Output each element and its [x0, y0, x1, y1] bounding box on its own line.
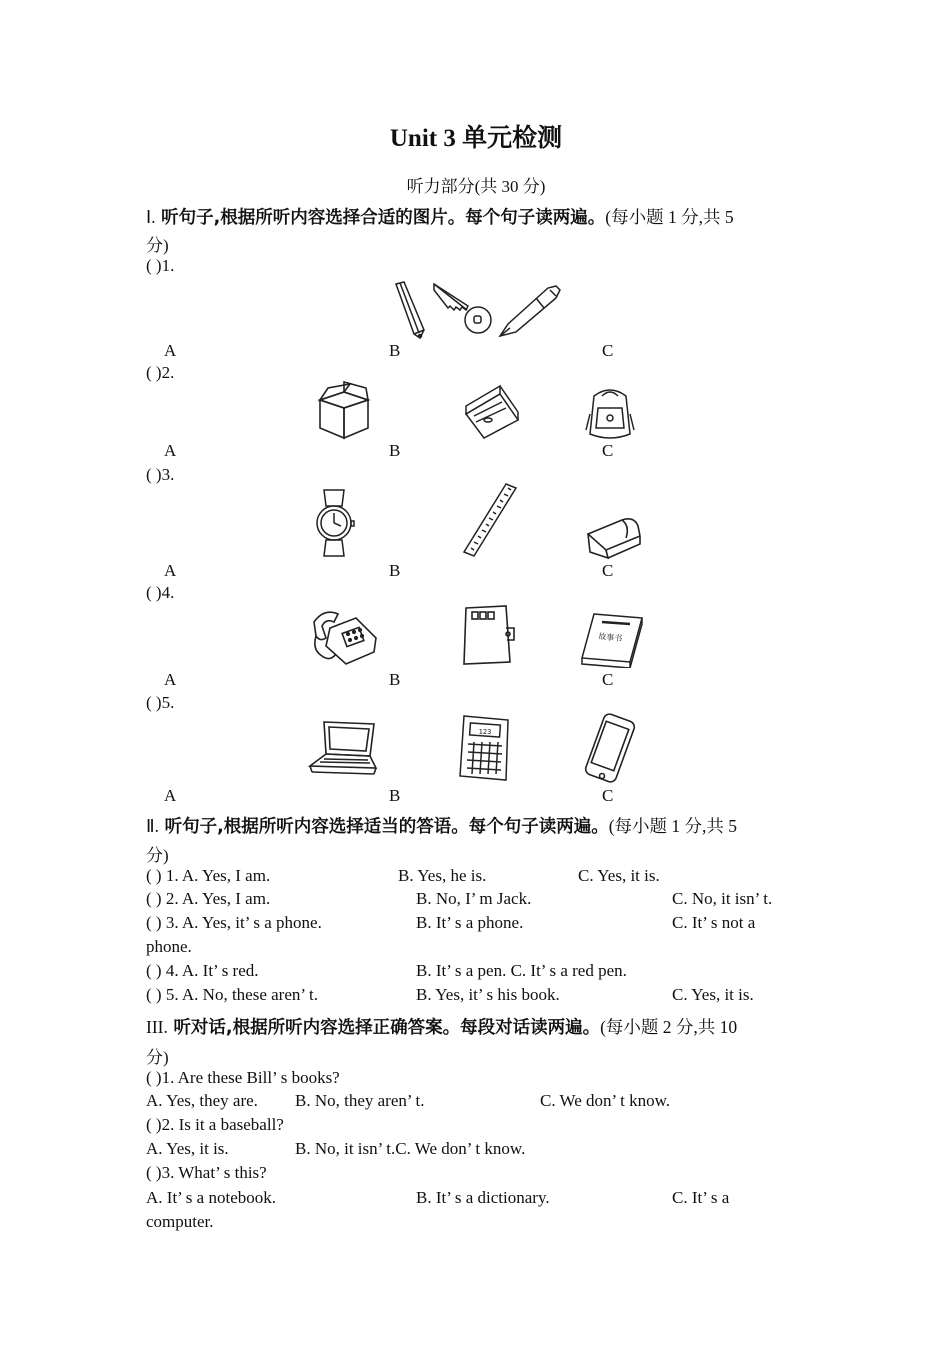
section-3-note: (每小题 2 分,共 10: [600, 1017, 738, 1037]
s3-item-1-question: ( )1. Are these Bill’ s books?: [146, 1068, 340, 1087]
question-2-label: ( )2.: [146, 363, 175, 382]
section-3-text: 听对话,根据所听内容选择正确答案。每段对话读两遍。: [173, 1018, 601, 1038]
section-3-instruction: [146, 1014, 737, 1039]
q5-option-b: B: [389, 786, 401, 805]
wallet-icon: [460, 604, 516, 666]
q3-option-c: C: [602, 561, 614, 580]
s2-item-1-option-c: C. Yes, it is.: [578, 866, 660, 885]
s2-item-4-question: ( ) 4. A. It’ s red.: [146, 961, 259, 980]
section-2-instruction: [146, 813, 737, 838]
q5-option-a: A: [164, 786, 177, 805]
s3-item-2-option-a: A. Yes, it is.: [146, 1139, 229, 1158]
s2-item-3-option-b: B. It’ s a phone.: [416, 913, 524, 932]
laptop-icon: [308, 718, 378, 780]
s3-item-3-option-a: A. It’ s a notebook.: [146, 1188, 276, 1207]
q2-option-b: B: [389, 441, 401, 460]
section-2-text: 听句子,根据所听内容选择适当的答语。每个句子读两遍。: [164, 817, 609, 837]
listening-header: 听力部分(共 30 分): [406, 177, 546, 196]
s3-item-2-options: B. No, it isn’ t.C. We don’ t know.: [295, 1139, 526, 1158]
question-3-label: ( )3.: [146, 465, 175, 484]
q3-option-a: A: [164, 561, 177, 580]
calculator-icon: [458, 714, 514, 782]
s2-item-2-question: ( ) 2. A. Yes, I am.: [146, 889, 271, 908]
ruler-icon: [462, 482, 518, 558]
question-1-label: ( )1.: [146, 256, 175, 275]
s2-item-5-option-b: B. Yes, it’ s his book.: [416, 985, 560, 1004]
q2-option-c: C: [602, 441, 614, 460]
s3-item-3-wrap: computer.: [146, 1212, 214, 1231]
watch-icon: [312, 488, 356, 558]
question-4-label: ( )4.: [146, 583, 175, 602]
storybook-label: 故事书: [597, 631, 623, 644]
section-2-number: Ⅱ.: [146, 816, 159, 836]
q1-option-a: A: [164, 341, 177, 360]
q5-option-c: C: [602, 786, 614, 805]
q1-option-b: B: [389, 341, 401, 360]
question-5-label: ( )5.: [146, 693, 175, 712]
section-3-note-wrap: 分): [146, 1048, 169, 1067]
storybook-icon: [580, 610, 644, 668]
s3-item-2-question: ( )2. Is it a baseball?: [146, 1115, 284, 1134]
section-1-note-wrap: 分): [146, 236, 169, 255]
svg-text:123: 123: [478, 728, 492, 736]
section-1-text: 听句子,根据所听内容选择合适的图片。每个句子读两遍。: [161, 208, 606, 228]
s2-item-3-option-c: C. It’ s not a: [672, 913, 756, 932]
schoolbag-icon: [584, 384, 636, 442]
key-icon: [432, 280, 494, 338]
smartphone-icon: [580, 712, 640, 784]
s2-item-3-wrap: phone.: [146, 937, 192, 956]
box-icon: [316, 380, 372, 440]
section-3-number: III.: [146, 1017, 168, 1037]
s2-item-5-option-c: C. Yes, it is.: [672, 985, 754, 1004]
q4-option-c: C: [602, 670, 614, 689]
q3-option-b: B: [389, 561, 401, 580]
section-1-note: (每小题 1 分,共 5: [605, 207, 734, 227]
s2-item-3-question: ( ) 3. A. Yes, it’ s a phone.: [146, 913, 322, 932]
s2-item-1-question: ( ) 1. A. Yes, I am.: [146, 866, 271, 885]
q4-option-b: B: [389, 670, 401, 689]
telephone-icon: [312, 606, 378, 668]
section-2-note-wrap: 分): [146, 846, 169, 865]
s2-item-1-option-b: B. Yes, he is.: [398, 866, 487, 885]
s3-item-1-option-b: B. No, they aren’ t.: [295, 1091, 425, 1110]
pencil-icon: [390, 280, 430, 340]
s2-item-2-option-c: C. No, it isn’ t.: [672, 889, 773, 908]
s3-item-3-option-b: B. It’ s a dictionary.: [416, 1188, 550, 1207]
s3-item-1-option-a: A. Yes, they are.: [146, 1091, 258, 1110]
section-1-instruction: [146, 204, 734, 229]
page-title: Unit 3 单元检测: [389, 125, 563, 152]
pen-icon: [496, 282, 566, 340]
s3-item-3-option-c: C. It’ s a: [672, 1188, 730, 1207]
section-2-note: (每小题 1 分,共 5: [608, 816, 738, 836]
s3-item-3-question: ( )3. What’ s this?: [146, 1163, 267, 1182]
s2-item-5-question: ( ) 5. A. No, these aren’ t.: [146, 985, 318, 1004]
section-1-number: Ⅰ.: [146, 207, 156, 227]
q4-option-a: A: [164, 670, 177, 689]
s2-item-4-options: B. It’ s a pen. C. It’ s a red pen.: [416, 961, 627, 980]
s2-item-2-option-b: B. No, I’ m Jack.: [416, 889, 532, 908]
q1-option-c: C: [602, 341, 614, 360]
q2-option-a: A: [164, 441, 177, 460]
pencil-case-icon: [462, 380, 520, 440]
eraser-icon: [584, 514, 642, 560]
s3-item-1-option-c: C. We don’ t know.: [540, 1091, 671, 1110]
